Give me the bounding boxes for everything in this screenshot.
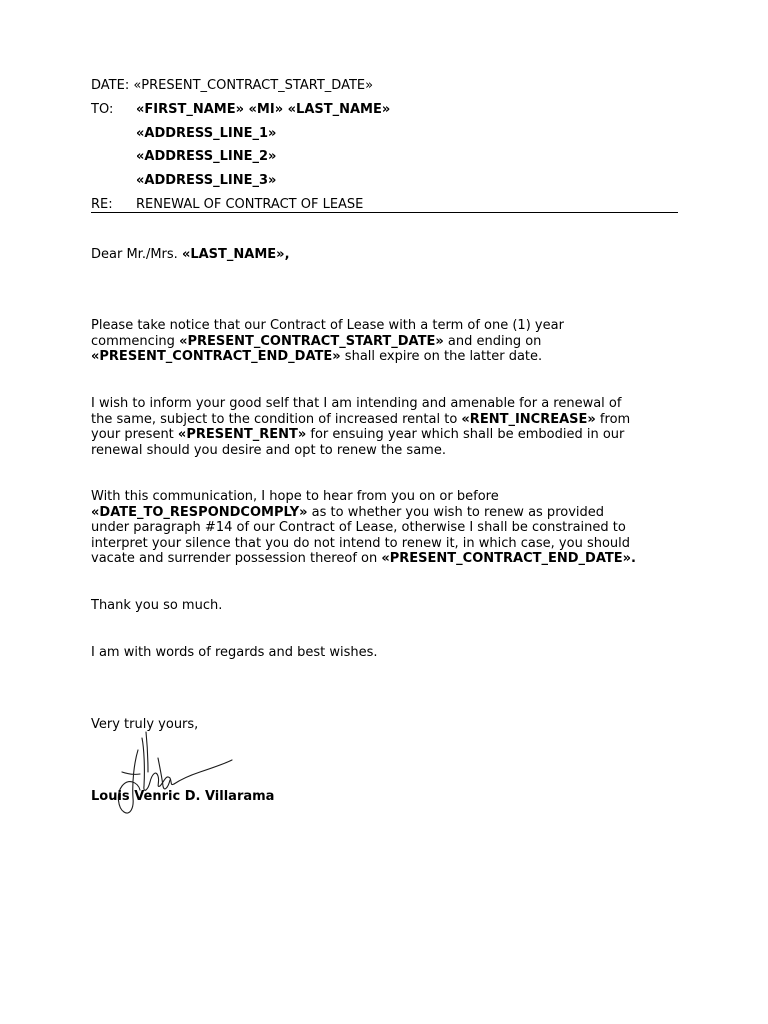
thanks-line: Thank you so much. [91, 598, 223, 613]
contract-start-field: «PRESENT_CONTRACT_START_DATE» [179, 333, 444, 349]
recipient-name: «FIRST_NAME» «MI» «LAST_NAME» [136, 102, 391, 117]
header-divider [91, 212, 678, 213]
date-label: DATE: «PRESENT_CONTRACT_START_DATE» [91, 78, 374, 93]
to-label: TO: [91, 102, 114, 117]
regards-line: I am with words of regards and best wishes. [91, 645, 378, 660]
salutation-name: «LAST_NAME», [181, 247, 290, 262]
address-line-3: «ADDRESS_LINE_3» [136, 173, 277, 188]
respond-date-field: «DATE_TO_RESPONDCOMPLY» [91, 504, 308, 520]
paragraph-response: With this communication, I hope to hear from you on or before «DATE_TO_RESPONDCOMPLY» as to whether you wish to renew as provided under paragraph #14 of our Contract of Lease, otherwise I shall be constrained to interpret your silence that you do not intend to renew it, in which case, you should vacate and surrender possession thereof on «PRESENT_CONTRACT_END_DATE». [91, 489, 636, 566]
contract-end-field-2: «PRESENT_CONTRACT_END_DATE». [381, 551, 636, 566]
present-rent-field: «PRESENT_RENT» [177, 427, 307, 442]
salutation: Dear Mr./Mrs. «LAST_NAME», [91, 247, 290, 262]
paragraph-notice: Please take notice that our Contract of Lease with a term of one (1) year commencing «PRESENT_CONTRACT_START_DATE» and ending on «PRESENT_CONTRACT_END_DATE» shall expire on the latter date. [91, 318, 564, 364]
subject-line: RENEWAL OF CONTRACT OF LEASE [136, 197, 364, 212]
handwritten-signature [108, 728, 238, 820]
rent-increase-field: «RENT_INCREASE» [461, 411, 596, 427]
contract-end-field: «PRESENT_CONTRACT_END_DATE» [91, 349, 341, 364]
paragraph-renewal: I wish to inform your good self that I am intending and amenable for a renewal of the same, subject to the condition of increased rental to «RENT_INCREASE» from your present «PRESENT_RENT» for ensuing year which shall be embodied in our renewal should you desire and opt to renew the same. [91, 396, 631, 458]
address-line-2: «ADDRESS_LINE_2» [136, 149, 277, 164]
date-value: «PRESENT_CONTRACT_START_DATE» [133, 78, 374, 93]
valediction: Very truly yours, [91, 717, 199, 732]
re-label: RE: [91, 197, 113, 212]
address-line-1: «ADDRESS_LINE_1» [136, 126, 277, 141]
signer-name: Louis Venric D. Villarama [91, 789, 275, 804]
